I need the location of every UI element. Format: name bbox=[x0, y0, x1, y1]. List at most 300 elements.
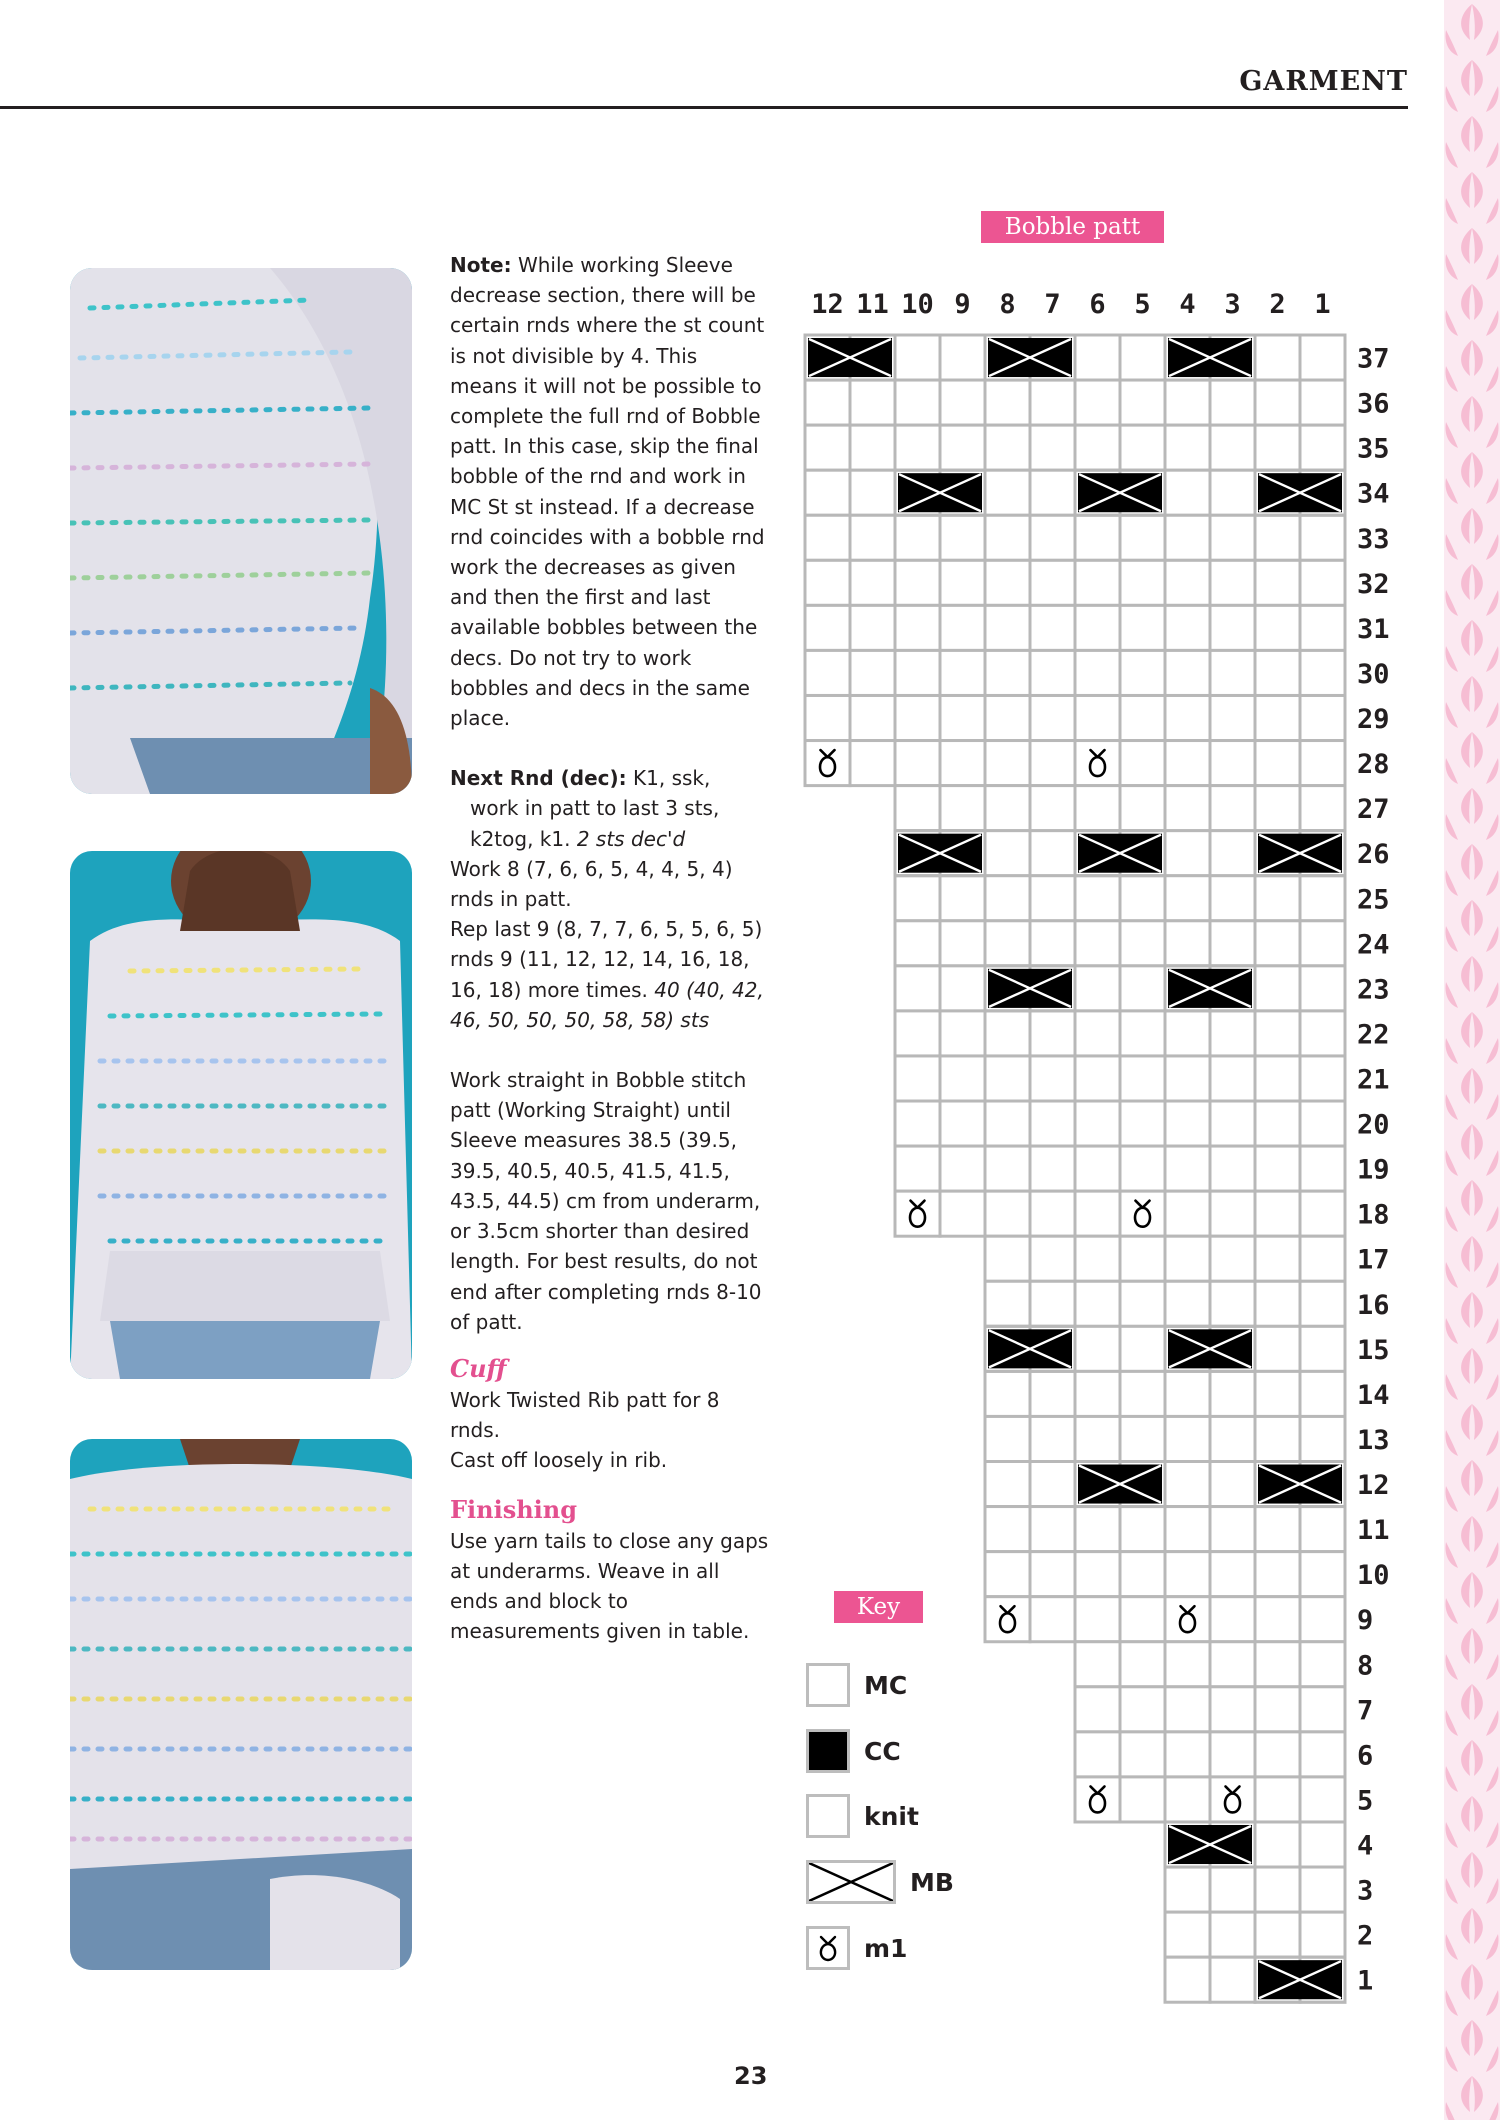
chart-cell bbox=[1300, 1146, 1345, 1191]
chart-cell bbox=[850, 380, 895, 425]
row-label: 37 bbox=[1357, 343, 1390, 375]
chart-cell bbox=[1210, 1912, 1255, 1957]
chart-cell bbox=[985, 1507, 1030, 1552]
key-label-cc: CC bbox=[864, 1736, 901, 1766]
chart-cell bbox=[1300, 335, 1345, 380]
row-label: 4 bbox=[1357, 1830, 1374, 1862]
row-label: 36 bbox=[1357, 388, 1390, 420]
chart-cell bbox=[1075, 1777, 1120, 1822]
row-label: 19 bbox=[1357, 1154, 1390, 1186]
chart-cell bbox=[1075, 1011, 1120, 1056]
chart-cell bbox=[985, 1191, 1030, 1236]
chart-cell bbox=[1120, 1687, 1165, 1732]
chart-cell bbox=[1210, 425, 1255, 470]
column-label: 12 bbox=[811, 289, 844, 320]
empty-square-icon bbox=[806, 1794, 850, 1838]
row-label: 1 bbox=[1357, 1965, 1374, 1997]
chart-cell bbox=[1210, 921, 1255, 966]
chart-cell bbox=[1030, 831, 1075, 876]
chart-cell bbox=[805, 741, 850, 786]
row-label: 31 bbox=[1357, 613, 1390, 645]
chart-cell bbox=[1165, 1957, 1210, 2002]
chart-cell bbox=[1030, 1371, 1075, 1416]
row-label: 5 bbox=[1357, 1785, 1374, 1817]
chart-cell bbox=[940, 650, 985, 695]
row-label: 18 bbox=[1357, 1199, 1390, 1231]
chart-cell bbox=[1120, 605, 1165, 650]
chart-cell bbox=[1075, 1687, 1120, 1732]
bobble-cross-icon bbox=[1165, 335, 1255, 380]
chart-cell bbox=[1120, 1056, 1165, 1101]
chart-cell bbox=[1300, 425, 1345, 470]
chart-cell bbox=[1210, 650, 1255, 695]
chart-cell bbox=[1300, 1687, 1345, 1732]
chart-cell bbox=[1255, 1146, 1300, 1191]
rep-sts: 40 (40, 42, 46, 50, 50, 50, 58, 58) sts bbox=[450, 977, 764, 1032]
row-label: 11 bbox=[1357, 1515, 1390, 1547]
chart-cell bbox=[1300, 1912, 1345, 1957]
chart-cell bbox=[895, 921, 940, 966]
chart-cell bbox=[1210, 786, 1255, 831]
chart-cell bbox=[895, 425, 940, 470]
row-label: 6 bbox=[1357, 1740, 1374, 1772]
chart-cell bbox=[1300, 921, 1345, 966]
chart-cell bbox=[1120, 1146, 1165, 1191]
chart-cell bbox=[985, 786, 1030, 831]
chart-cell bbox=[1030, 1507, 1075, 1552]
chart-cell bbox=[1030, 1597, 1075, 1642]
chart-cell bbox=[1075, 1326, 1120, 1371]
chart-cell bbox=[1075, 1281, 1120, 1326]
note-lead: Note: bbox=[450, 253, 512, 277]
chart-cell bbox=[940, 1191, 985, 1236]
chart-cell bbox=[1210, 1642, 1255, 1687]
chart-cell bbox=[1165, 1191, 1210, 1236]
chart-cell bbox=[940, 695, 985, 740]
chart-cell bbox=[895, 1101, 940, 1146]
chart-cell bbox=[1210, 1416, 1255, 1461]
sts-decd: 2 sts dec'd bbox=[576, 826, 686, 851]
chart-cell bbox=[940, 1146, 985, 1191]
column-label: 2 bbox=[1269, 289, 1286, 320]
chart-cell bbox=[1075, 1507, 1120, 1552]
chart-cell bbox=[1255, 605, 1300, 650]
chart-title: Bobble patt bbox=[981, 211, 1164, 243]
chart-cell bbox=[985, 741, 1030, 786]
chart-cell bbox=[895, 560, 940, 605]
chart-cell bbox=[1165, 1462, 1210, 1507]
bobble-cross-icon bbox=[1075, 470, 1165, 515]
next-rnd-cont2-a: k2tog, k1. bbox=[470, 826, 577, 851]
chart-cell bbox=[1255, 335, 1300, 380]
row-label: 15 bbox=[1357, 1334, 1390, 1366]
chart-cell bbox=[1165, 380, 1210, 425]
chart-cell bbox=[1210, 1732, 1255, 1777]
chart-cell bbox=[1255, 1011, 1300, 1056]
chart-cell bbox=[1300, 1822, 1345, 1867]
bobble-cross-icon bbox=[985, 966, 1075, 1011]
chart-cell bbox=[1255, 921, 1300, 966]
chart-cell bbox=[985, 470, 1030, 515]
chart-cell bbox=[1300, 650, 1345, 695]
chart-cell bbox=[940, 560, 985, 605]
chart-cell bbox=[1210, 1462, 1255, 1507]
chart-cell bbox=[1255, 1507, 1300, 1552]
chart-cell bbox=[940, 921, 985, 966]
chart-cell bbox=[850, 425, 895, 470]
chart-cell bbox=[940, 515, 985, 560]
empty-square-icon bbox=[806, 1663, 850, 1707]
chart-cell bbox=[1075, 1597, 1120, 1642]
chart-cell bbox=[1075, 335, 1120, 380]
chart-cell bbox=[1120, 425, 1165, 470]
chart-cell bbox=[1120, 1642, 1165, 1687]
chart-cell bbox=[1210, 1957, 1255, 2002]
chart-cell bbox=[1255, 1191, 1300, 1236]
chart-cell bbox=[1210, 470, 1255, 515]
chart-cell bbox=[940, 335, 985, 380]
chart-cell bbox=[1300, 560, 1345, 605]
chart-cell bbox=[1300, 786, 1345, 831]
column-label: 7 bbox=[1044, 289, 1061, 320]
cuff-text-1: Work Twisted Rib patt for 8 rnds. bbox=[450, 1387, 720, 1443]
chart-cell bbox=[1030, 380, 1075, 425]
chart-cell bbox=[1255, 1777, 1300, 1822]
chart-cell bbox=[1030, 1011, 1075, 1056]
key-label-mc: MC bbox=[864, 1670, 908, 1700]
chart-cell bbox=[895, 741, 940, 786]
chart-cell bbox=[1165, 1146, 1210, 1191]
bobble-cross-icon bbox=[1255, 1462, 1345, 1507]
chart-cell bbox=[1300, 1371, 1345, 1416]
chart-cell bbox=[895, 966, 940, 1011]
chart-cell bbox=[1210, 1597, 1255, 1642]
chart-cell bbox=[985, 1416, 1030, 1461]
bobble-cross-icon bbox=[985, 1326, 1075, 1371]
chart-cell bbox=[1255, 1912, 1300, 1957]
chart-cell bbox=[985, 1056, 1030, 1101]
chart-cell bbox=[1075, 876, 1120, 921]
chart-cell bbox=[1120, 921, 1165, 966]
chart-cell bbox=[1075, 1146, 1120, 1191]
cuff-text-2: Cast off loosely in rib. bbox=[450, 1448, 668, 1473]
chart-cell bbox=[1075, 380, 1120, 425]
note-body: While working Sleeve decrease section, there will be certain rnds where the st count is not divisible by 4. This means it will not be possible to complete the full rnd of Bobble patt. In this case, skip the final bobble of the rnd and work in MC St st instead. If a decrease rnd coincides with a bobble rnd work the decreases as given and then the first and last available bobbles between the decs. Do not try to work bobbles and decs in the same place. bbox=[450, 253, 765, 731]
chart-cell bbox=[1120, 1597, 1165, 1642]
row-label: 16 bbox=[1357, 1289, 1390, 1321]
chart-cell bbox=[1300, 1281, 1345, 1326]
chart-cell bbox=[1120, 966, 1165, 1011]
chart-cell bbox=[985, 425, 1030, 470]
chart-cell bbox=[1030, 1462, 1075, 1507]
chart-cell bbox=[1255, 1687, 1300, 1732]
chart-cell bbox=[1165, 1416, 1210, 1461]
chart-cell bbox=[1255, 876, 1300, 921]
chart-cell bbox=[1300, 876, 1345, 921]
chart-cell bbox=[895, 1146, 940, 1191]
chart-cell bbox=[1030, 1101, 1075, 1146]
chart-cell bbox=[1075, 1552, 1120, 1597]
bobble-cross-icon bbox=[1075, 831, 1165, 876]
column-label: 1 bbox=[1314, 289, 1331, 320]
chart-cell bbox=[985, 1101, 1030, 1146]
bobble-cross-icon bbox=[1075, 1462, 1165, 1507]
chart-cell bbox=[1075, 1191, 1120, 1236]
chart-cell bbox=[1165, 1552, 1210, 1597]
chart-cell bbox=[1075, 1732, 1120, 1777]
chart-cell bbox=[1210, 1056, 1255, 1101]
chart-cell bbox=[805, 650, 850, 695]
row-label: 22 bbox=[1357, 1019, 1390, 1051]
chart-cell bbox=[1210, 1552, 1255, 1597]
chart-cell bbox=[985, 1552, 1030, 1597]
chart-cell bbox=[1255, 695, 1300, 740]
chart-cell bbox=[805, 605, 850, 650]
chart-cell bbox=[1075, 605, 1120, 650]
chart-cell bbox=[1300, 1597, 1345, 1642]
chart-cell bbox=[1255, 380, 1300, 425]
bobble-cross-icon bbox=[895, 470, 985, 515]
chart-cell bbox=[805, 380, 850, 425]
chart-cell bbox=[1165, 560, 1210, 605]
chart-cell bbox=[1030, 1281, 1075, 1326]
chart-cell bbox=[1165, 515, 1210, 560]
bobble-cross-icon bbox=[806, 1860, 896, 1904]
column-label: 5 bbox=[1134, 289, 1151, 320]
column-label: 6 bbox=[1089, 289, 1106, 320]
chart-cell bbox=[1255, 1597, 1300, 1642]
finishing-title: Finishing bbox=[450, 1494, 578, 1524]
chart-cell bbox=[1210, 1101, 1255, 1146]
chart-cell bbox=[1075, 1236, 1120, 1281]
column-label: 10 bbox=[901, 289, 934, 320]
chart-cell bbox=[895, 1011, 940, 1056]
chart-cell bbox=[850, 605, 895, 650]
next-rnd-body: K1, ssk, bbox=[626, 766, 711, 791]
chart-cell bbox=[985, 515, 1030, 560]
key-item-m1 bbox=[806, 1925, 907, 1971]
chart-cell bbox=[985, 1597, 1030, 1642]
chart-cell bbox=[1030, 1191, 1075, 1236]
bobble-cross-icon bbox=[1165, 966, 1255, 1011]
chart-cell bbox=[850, 741, 895, 786]
chart-cell bbox=[1300, 1191, 1345, 1236]
key-label-m1: m1 bbox=[864, 1933, 908, 1963]
chart-cell bbox=[1075, 1371, 1120, 1416]
chart-cell bbox=[940, 380, 985, 425]
chart-cell bbox=[1165, 921, 1210, 966]
next-rnd-cont: work in patt to last 3 sts, bbox=[470, 796, 720, 821]
chart-cell bbox=[1210, 1371, 1255, 1416]
chart-cell bbox=[1030, 515, 1075, 560]
key-item-mb bbox=[806, 1859, 954, 1905]
chart-cell bbox=[1030, 695, 1075, 740]
column-label: 8 bbox=[999, 289, 1016, 320]
chart-cell bbox=[1210, 605, 1255, 650]
chart-cell bbox=[1030, 1236, 1075, 1281]
chart-cell bbox=[1255, 1326, 1300, 1371]
chart-cell bbox=[1120, 1281, 1165, 1326]
chart-cell bbox=[1120, 741, 1165, 786]
chart-cell bbox=[1255, 1416, 1300, 1461]
chart-cell bbox=[1030, 1552, 1075, 1597]
chart-cell bbox=[895, 695, 940, 740]
bobble-cross-icon bbox=[1255, 831, 1345, 876]
chart-cell bbox=[1030, 921, 1075, 966]
chart-cell bbox=[1165, 1642, 1210, 1687]
chart-cell bbox=[985, 921, 1030, 966]
chart-cell bbox=[985, 1146, 1030, 1191]
chart-cell bbox=[1120, 1507, 1165, 1552]
chart-cell bbox=[1075, 741, 1120, 786]
chart-cell bbox=[1165, 1056, 1210, 1101]
chart-cell bbox=[895, 515, 940, 560]
key-label-knit: knit bbox=[864, 1801, 919, 1831]
chart-cell bbox=[1255, 1552, 1300, 1597]
chart-cell bbox=[1165, 1011, 1210, 1056]
chart-cell bbox=[1165, 650, 1210, 695]
key-title: Key bbox=[834, 1591, 923, 1623]
chart-cell bbox=[1255, 560, 1300, 605]
chart-cell bbox=[1300, 1011, 1345, 1056]
chart-cell bbox=[1165, 786, 1210, 831]
make-one-loop-icon bbox=[806, 1926, 850, 1970]
chart-cell bbox=[985, 380, 1030, 425]
row-label: 13 bbox=[1357, 1424, 1390, 1456]
chart-cell bbox=[1210, 1236, 1255, 1281]
column-label: 9 bbox=[954, 289, 971, 320]
chart-cell bbox=[985, 1371, 1030, 1416]
page-number: 23 bbox=[734, 2062, 768, 2090]
chart-cell bbox=[1165, 1236, 1210, 1281]
chart-cell bbox=[1165, 605, 1210, 650]
chart-cell bbox=[1075, 560, 1120, 605]
chart-cell bbox=[1075, 515, 1120, 560]
chart-cell bbox=[1210, 1867, 1255, 1912]
row-label: 34 bbox=[1357, 478, 1390, 510]
leaf-pattern-icon bbox=[1444, 0, 1500, 2120]
chart-cell bbox=[1165, 1371, 1210, 1416]
chart-cell bbox=[850, 650, 895, 695]
chart-cell bbox=[1210, 560, 1255, 605]
chart-cell bbox=[1255, 1867, 1300, 1912]
chart-cell bbox=[1075, 966, 1120, 1011]
chart-cell bbox=[805, 470, 850, 515]
chart-cell bbox=[850, 695, 895, 740]
chart-cell bbox=[1120, 1326, 1165, 1371]
work-straight-text: Work straight in Bobble stitch patt (Working Straight) until Sleeve measures 38.5 (39.5, 39.5, 40.5, 40.5, 41.5, 41.5, 43.5, 44.5) cm from underarm, or 3.5cm shorter than desired length. For best results, do not end after completing rnds 8-10 of patt. bbox=[450, 1068, 762, 1334]
chart-cell bbox=[1120, 335, 1165, 380]
row-label: 17 bbox=[1357, 1244, 1390, 1276]
chart-cell bbox=[1030, 876, 1075, 921]
row-label: 7 bbox=[1357, 1695, 1374, 1727]
chart-cell bbox=[1255, 1371, 1300, 1416]
bobble-cross-icon bbox=[985, 335, 1075, 380]
chart-cell bbox=[1075, 786, 1120, 831]
chart-cell bbox=[895, 650, 940, 695]
column-label: 11 bbox=[856, 289, 889, 320]
chart-cell bbox=[1120, 1011, 1165, 1056]
chart-cell bbox=[1255, 1732, 1300, 1777]
chart-cell bbox=[1030, 1056, 1075, 1101]
chart-cell bbox=[985, 831, 1030, 876]
key-item-mc bbox=[806, 1662, 907, 1708]
chart-cell bbox=[1120, 1236, 1165, 1281]
chart-cell bbox=[1120, 1777, 1165, 1822]
chart-cell bbox=[1120, 876, 1165, 921]
chart-cell bbox=[985, 560, 1030, 605]
column-label: 4 bbox=[1179, 289, 1196, 320]
chart-cell bbox=[1120, 1371, 1165, 1416]
chart-cell bbox=[1165, 1507, 1210, 1552]
chart-cell bbox=[1210, 515, 1255, 560]
chart-cell bbox=[985, 1281, 1030, 1326]
chart-cell bbox=[895, 876, 940, 921]
chart-cell bbox=[1030, 741, 1075, 786]
row-label: 30 bbox=[1357, 658, 1390, 690]
row-label: 23 bbox=[1357, 974, 1390, 1006]
key-item-knit bbox=[806, 1793, 919, 1839]
chart-cell bbox=[1120, 650, 1165, 695]
row-label: 14 bbox=[1357, 1379, 1390, 1411]
chart-cell bbox=[1255, 1642, 1300, 1687]
chart-cell bbox=[985, 1462, 1030, 1507]
chart-cell bbox=[940, 1101, 985, 1146]
chart-cell bbox=[805, 425, 850, 470]
row-label: 10 bbox=[1357, 1560, 1390, 1592]
row-label: 24 bbox=[1357, 929, 1390, 961]
section-header: GARMENT bbox=[1239, 66, 1408, 97]
chart-cell bbox=[1120, 380, 1165, 425]
chart-cell bbox=[895, 1191, 940, 1236]
key-item-cc bbox=[806, 1728, 901, 1774]
next-rnd-lead: Next Rnd (dec): bbox=[450, 766, 627, 791]
chart-cell bbox=[805, 560, 850, 605]
chart-cell bbox=[1210, 1191, 1255, 1236]
chart-cell bbox=[1300, 966, 1345, 1011]
bobble-cross-icon bbox=[1255, 1957, 1345, 2002]
chart-cell bbox=[895, 605, 940, 650]
chart-cell bbox=[1165, 1867, 1210, 1912]
chart-cell bbox=[1300, 515, 1345, 560]
bobble-cross-icon bbox=[805, 335, 895, 380]
chart-cell bbox=[1120, 515, 1165, 560]
chart-cell bbox=[940, 876, 985, 921]
chart-cell bbox=[1030, 1146, 1075, 1191]
chart-cell bbox=[940, 605, 985, 650]
row-label: 8 bbox=[1357, 1650, 1374, 1682]
chart-cell bbox=[1120, 1732, 1165, 1777]
bobble-cross-icon bbox=[1165, 1822, 1255, 1867]
chart-cell bbox=[1165, 831, 1210, 876]
row-label: 32 bbox=[1357, 568, 1390, 600]
chart-cell bbox=[1120, 1101, 1165, 1146]
chart-cell bbox=[1165, 741, 1210, 786]
chart-cell bbox=[1075, 1101, 1120, 1146]
row-label: 27 bbox=[1357, 794, 1390, 826]
chart-cell bbox=[1075, 695, 1120, 740]
chart-cell bbox=[1300, 1101, 1345, 1146]
chart-cell bbox=[985, 1011, 1030, 1056]
decorative-border bbox=[1444, 0, 1500, 2120]
chart-cell bbox=[1300, 1416, 1345, 1461]
chart-cell bbox=[985, 1236, 1030, 1281]
cuff-title: Cuff bbox=[450, 1353, 507, 1383]
chart-cell bbox=[1120, 695, 1165, 740]
chart-cell bbox=[1165, 1777, 1210, 1822]
row-label: 29 bbox=[1357, 704, 1390, 736]
chart-cell bbox=[1210, 741, 1255, 786]
